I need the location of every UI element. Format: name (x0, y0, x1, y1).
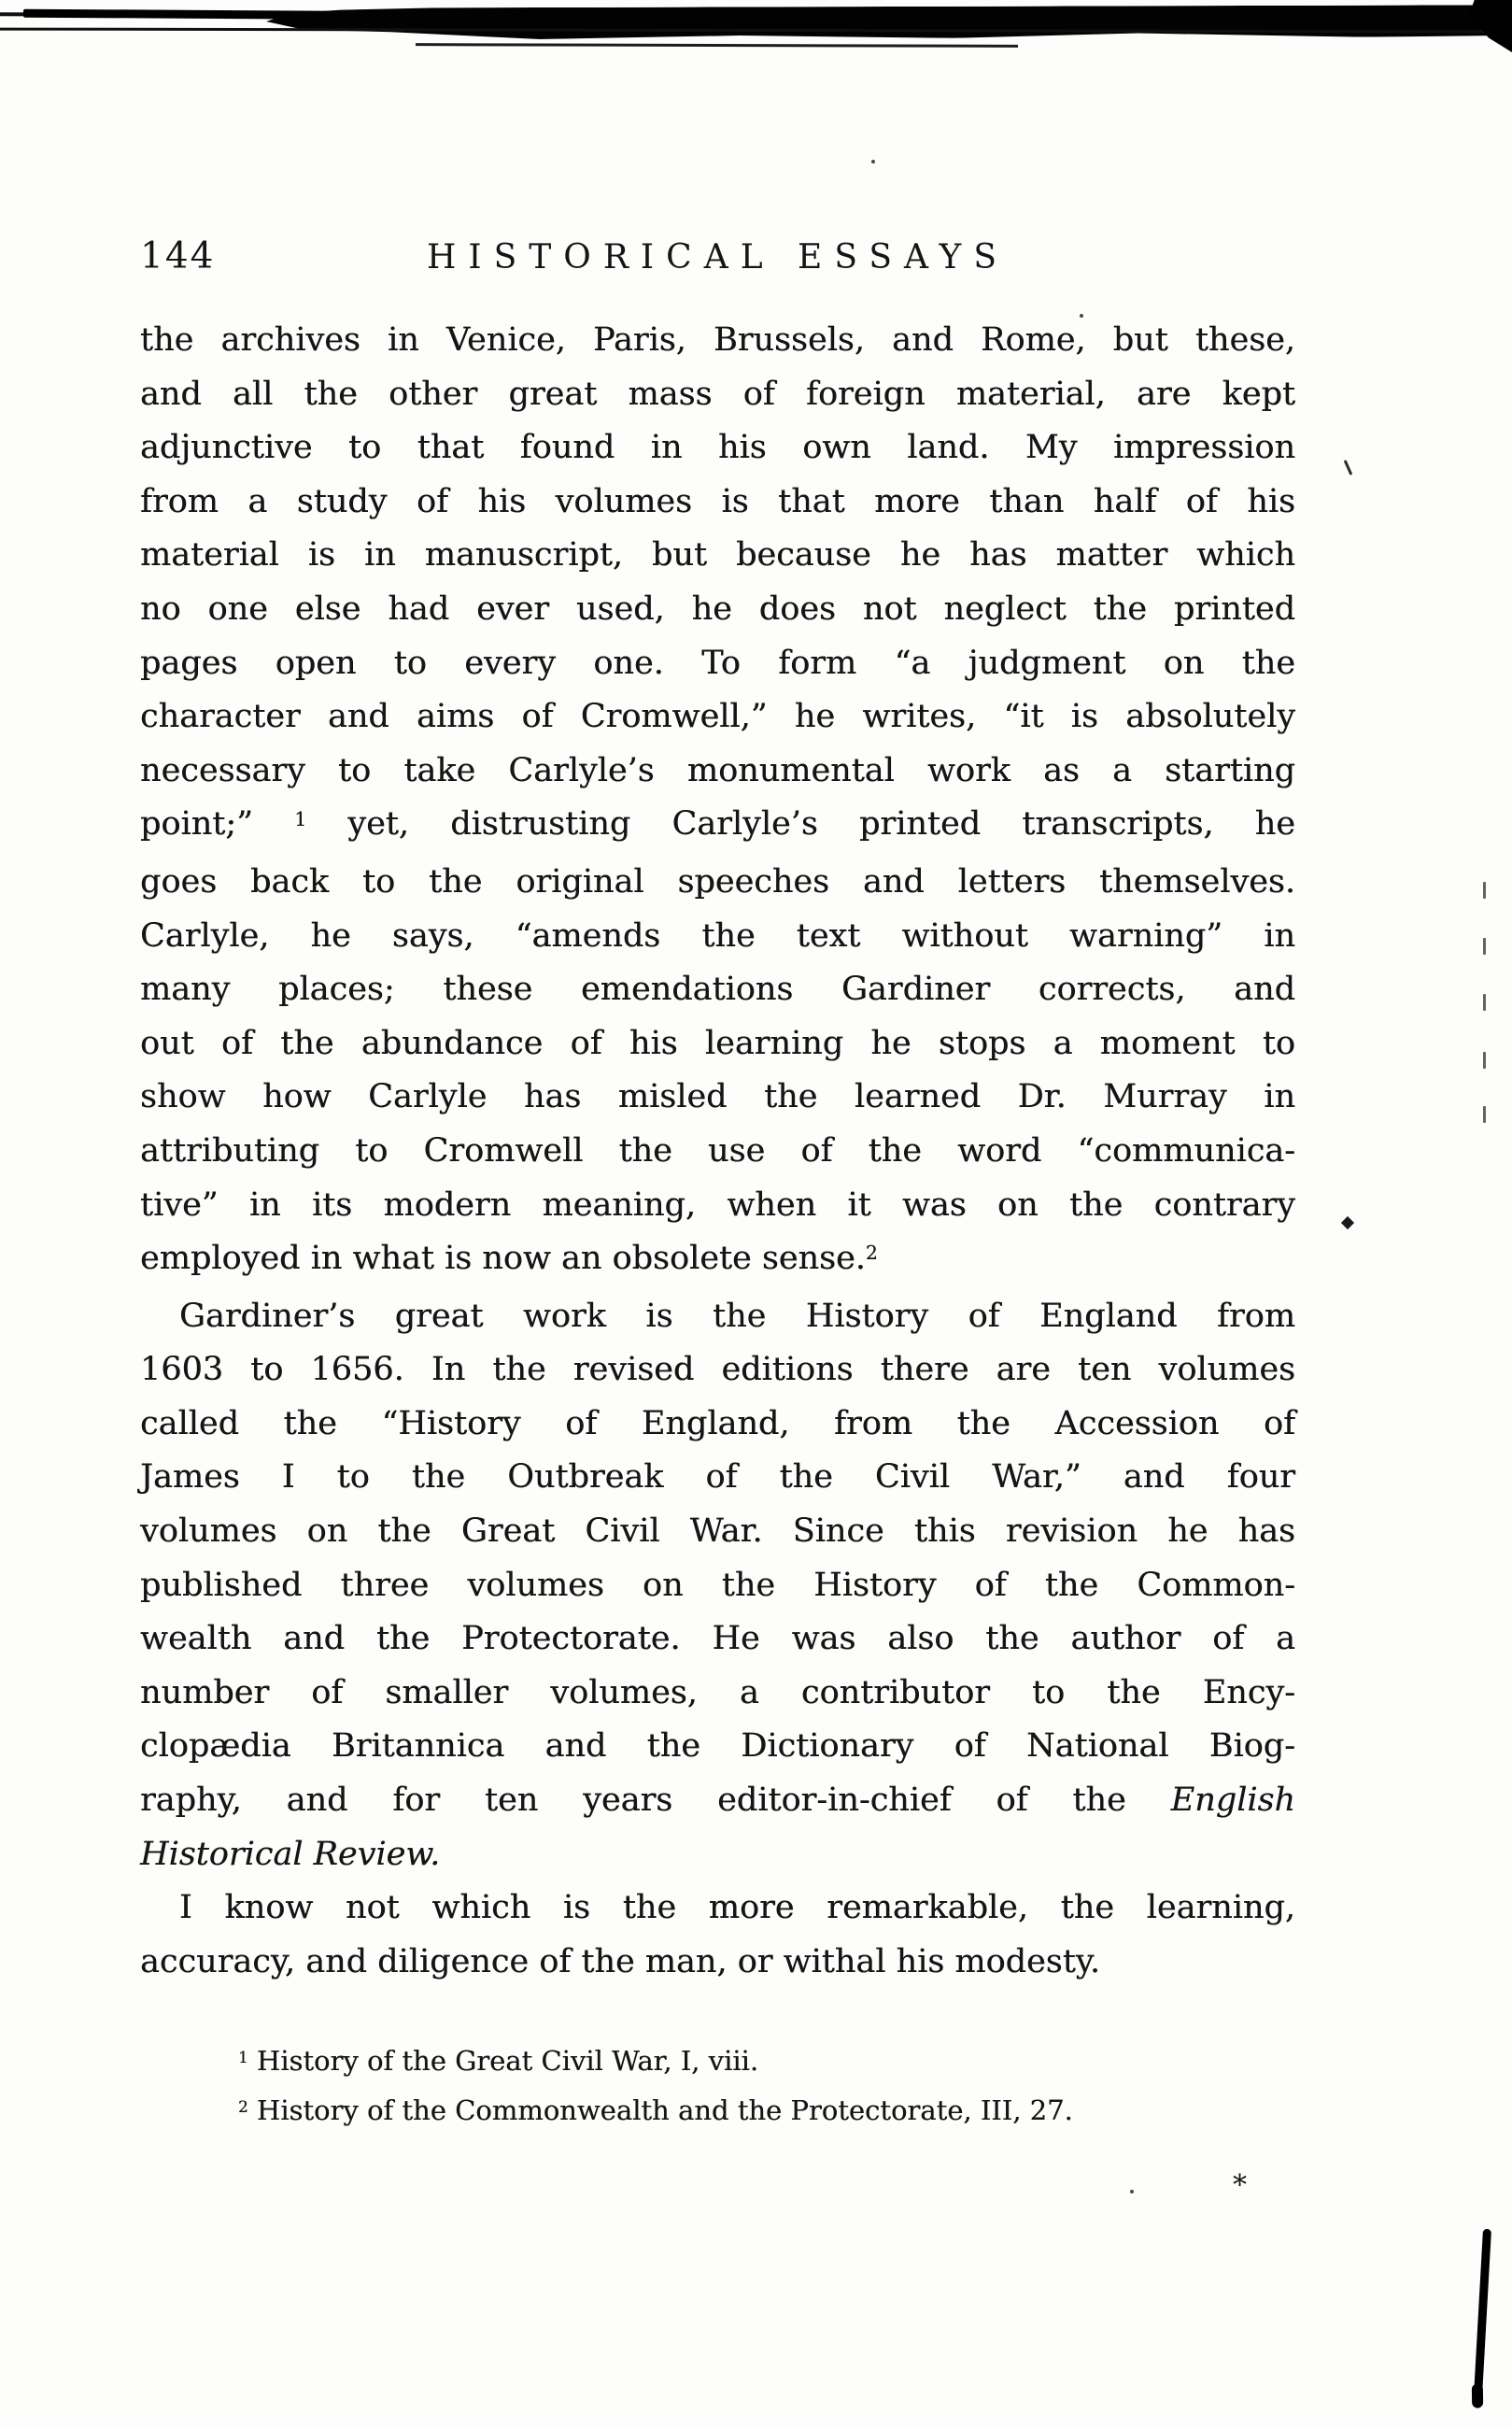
text-line: out of the abundance of his learning he stops a moment to (140, 1024, 1295, 1062)
footnote-reference: 1 (294, 807, 307, 830)
scan-edge-band (0, 0, 1512, 60)
text-line: published three volumes on the History of the Common- (140, 1566, 1295, 1604)
ink-speck (1130, 2190, 1134, 2193)
ink-stroke-artifact (1474, 2229, 1491, 2405)
text-line: adjunctive to that found in his own land. My impression (140, 429, 1295, 467)
footnote (238, 2038, 1303, 2088)
text-line (140, 1828, 1295, 1882)
text-line: attributing to Cromwell the use of the word “communica- (140, 1131, 1295, 1170)
footnote-text: History of the Great Civil War, I, viii. (247, 2045, 759, 2077)
text-line: Gardiner’s great work is the History of England from (179, 1297, 1295, 1335)
ink-speck (1080, 314, 1083, 318)
text-line: show how Carlyle has misled the learned Dr. Murray in (140, 1078, 1295, 1116)
footnote (238, 2088, 1303, 2137)
body-text (140, 314, 1295, 1989)
text-line: wealth and the Protectorate. He was also the author of a (140, 1620, 1295, 1658)
text-line: no one else had ever used, he does not neglect the printed (140, 589, 1295, 628)
text-line: material is in manuscript, but because he has matter which (140, 536, 1295, 575)
dash (1483, 994, 1486, 1011)
text-line (140, 798, 1295, 856)
text-segment: raphy, and for ten years editor-in-chief of the (140, 1781, 1171, 1820)
dash (1483, 882, 1486, 899)
text-line: the archives in Venice, Paris, Brussels, and Rome, but these, (140, 321, 1295, 359)
text-line: number of smaller volumes, a contributor to the Ency- (140, 1673, 1295, 1711)
ink-speck (871, 160, 875, 163)
text-line: Carlyle, he says, “amends the text without warning” in (140, 916, 1295, 955)
dash (1483, 938, 1486, 955)
scan-edge-line (416, 43, 1018, 48)
footnote-marker: 1 (238, 2047, 248, 2066)
text-line (140, 1774, 1295, 1828)
text-line: pages open to every one. To form “a judgment on the (140, 644, 1295, 682)
text-line: from a study of his volumes is that more than half of his (140, 482, 1295, 520)
margin-tick-mark (1344, 460, 1353, 475)
text-line: James I to the Outbreak of the Civil War,” and four (140, 1458, 1295, 1497)
text-line: many places; these emendations Gardiner corrects, and (140, 971, 1295, 1009)
page-header (140, 234, 1295, 280)
text-line: goes back to the original speeches and letters themselves. (140, 862, 1295, 901)
margin-diamond-mark (1341, 1216, 1354, 1229)
footnote-reference: 2 (865, 1242, 878, 1265)
text-segment: English (1170, 1781, 1295, 1820)
text-line: tive” in its modern meaning, when it was on the contrary (140, 1185, 1295, 1224)
footnotes (238, 2038, 1303, 2137)
text-segment: Historical Review. (140, 1835, 441, 1873)
scan-edge-blot (266, 5, 1512, 39)
text-segment: employed in what is now an obsolete sense. (140, 1240, 866, 1278)
text-segment: point;” (140, 805, 295, 844)
text-line (140, 1232, 1295, 1290)
text-line: 1603 to 1656. In the revised editions there are ten volumes (140, 1351, 1295, 1389)
page-number: 144 (140, 235, 216, 277)
text-line: volumes on the Great Civil War. Since this revision he has (140, 1512, 1295, 1551)
footnote-marker: 2 (238, 2096, 248, 2116)
footnote-text: History of the Commonwealth and the Protectorate, III, 27. (247, 2094, 1073, 2126)
text-line: clopædia Britannica and the Dictionary of National Biog- (140, 1727, 1295, 1766)
text-line: I know not which is the more remarkable, the learning, (179, 1889, 1295, 1927)
text-line: accuracy, and diligence of the man, or withal his modesty. (140, 1942, 1101, 1980)
text-line: necessary to take Carlyle’s monumental work as a starting (140, 751, 1295, 789)
dash (1483, 1106, 1486, 1123)
asterisk-mark: * (1233, 2169, 1247, 2202)
text-line: and all the other great mass of foreign material, are kept (140, 375, 1295, 413)
text-segment: yet, distrusting Carlyle’s printed transcripts, he (306, 805, 1296, 844)
dash (1483, 1052, 1486, 1069)
text-line: called the “History of England, from the Accession of (140, 1404, 1295, 1442)
running-title: HISTORICAL ESSAYS (427, 238, 1009, 277)
text-line: character and aims of Cromwell,” he writes, “it is absolutely (140, 698, 1295, 736)
